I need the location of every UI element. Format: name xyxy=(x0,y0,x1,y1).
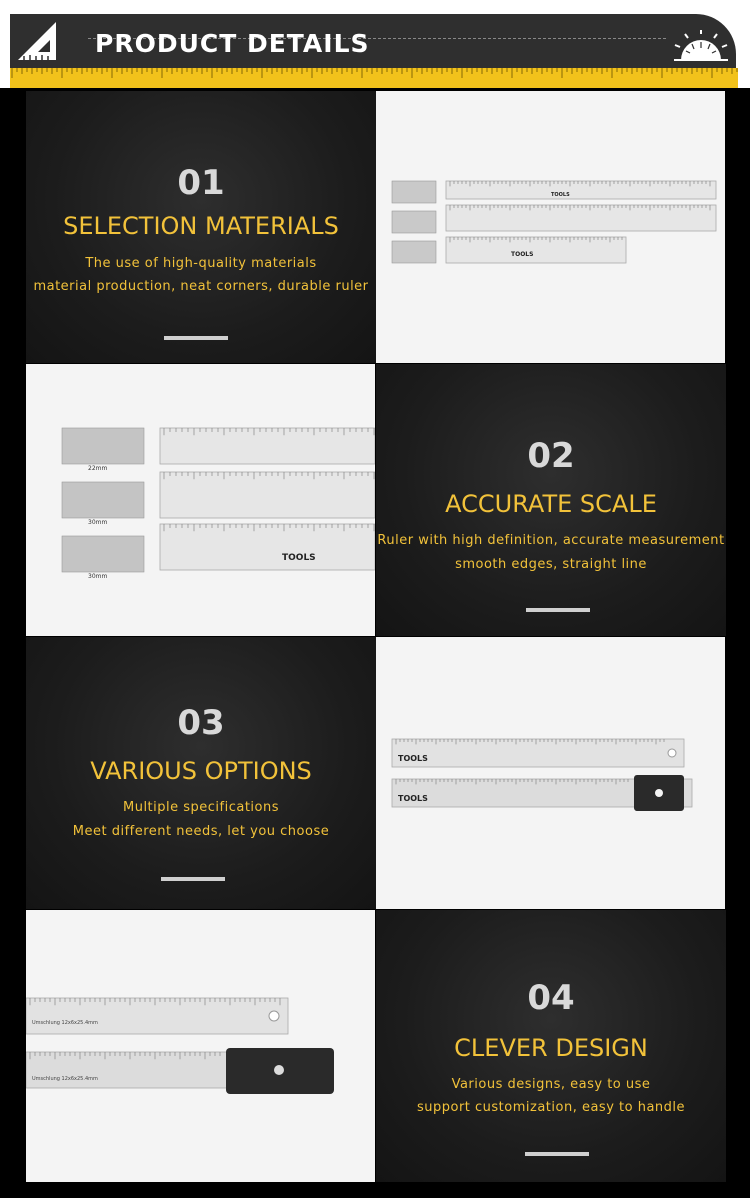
brand-label: TOOLS xyxy=(282,553,316,563)
section-title: CLEVER DESIGN xyxy=(454,1034,648,1062)
section-line-1: Multiple specifications xyxy=(122,800,280,815)
section-number: 03 xyxy=(177,703,225,743)
rulers-set-image xyxy=(376,91,725,363)
section-line-2: Meet different needs, let you choose xyxy=(72,824,330,839)
section-row-2 xyxy=(26,364,725,636)
section-line-1: Various designs, easy to use xyxy=(451,1077,651,1092)
section-number: 01 xyxy=(177,163,225,203)
section-title: SELECTION MATERIALS xyxy=(63,212,339,240)
product-photo-4 xyxy=(26,910,375,1182)
brand-label: TOOLS xyxy=(511,251,534,258)
brand-label: TOOLS xyxy=(398,794,428,803)
tape-measure-strip xyxy=(10,68,738,88)
size-label: 22mm xyxy=(88,465,108,472)
page-header xyxy=(0,0,750,88)
rulers-closeup-image xyxy=(26,364,375,636)
protractor-sun-icon xyxy=(672,30,730,64)
section-line-1: The use of high-quality materials xyxy=(85,256,317,271)
section-divider xyxy=(526,608,590,612)
brand-label: TOOLS xyxy=(551,192,570,198)
section-row-4 xyxy=(26,910,725,1182)
section-title: ACCURATE SCALE xyxy=(445,490,657,518)
section-row-3 xyxy=(26,637,725,909)
section-line-2: material production, neat corners, durable ruler xyxy=(33,279,369,294)
triangle-ruler-icon xyxy=(10,14,64,68)
section-divider xyxy=(525,1152,589,1156)
size-label: 30mm xyxy=(88,573,108,580)
section-line-2: support customization, easy to handle xyxy=(416,1100,686,1115)
section-divider xyxy=(164,336,228,340)
feature-panel-3 xyxy=(26,637,376,909)
feature-panel-4 xyxy=(376,910,726,1182)
ruler-print: Umschlung 12x6x25.4mm xyxy=(32,1020,98,1026)
feature-panel-2 xyxy=(376,364,726,636)
product-photo-1 xyxy=(376,91,725,363)
ruler-print: Umschlung 12x6x25.4mm xyxy=(32,1076,98,1082)
section-title: VARIOUS OPTIONS xyxy=(90,757,312,785)
section-line-2: smooth edges, straight line xyxy=(455,557,647,572)
product-photo-3 xyxy=(376,637,725,909)
brand-label: TOOLS xyxy=(398,754,428,763)
section-divider xyxy=(161,877,225,881)
rulers-hanging-image xyxy=(376,637,725,909)
section-number: 02 xyxy=(527,436,575,476)
size-label: 30mm xyxy=(88,519,108,526)
page-title: PRODUCT DETAILS xyxy=(95,29,370,58)
section-line-1: Ruler with high definition, accurate measurement xyxy=(377,533,725,548)
section-number: 04 xyxy=(527,978,575,1018)
rulers-zoom-image xyxy=(26,910,375,1182)
feature-panel-1 xyxy=(26,91,376,363)
product-photo-2 xyxy=(26,364,375,636)
section-row-1 xyxy=(26,91,725,363)
